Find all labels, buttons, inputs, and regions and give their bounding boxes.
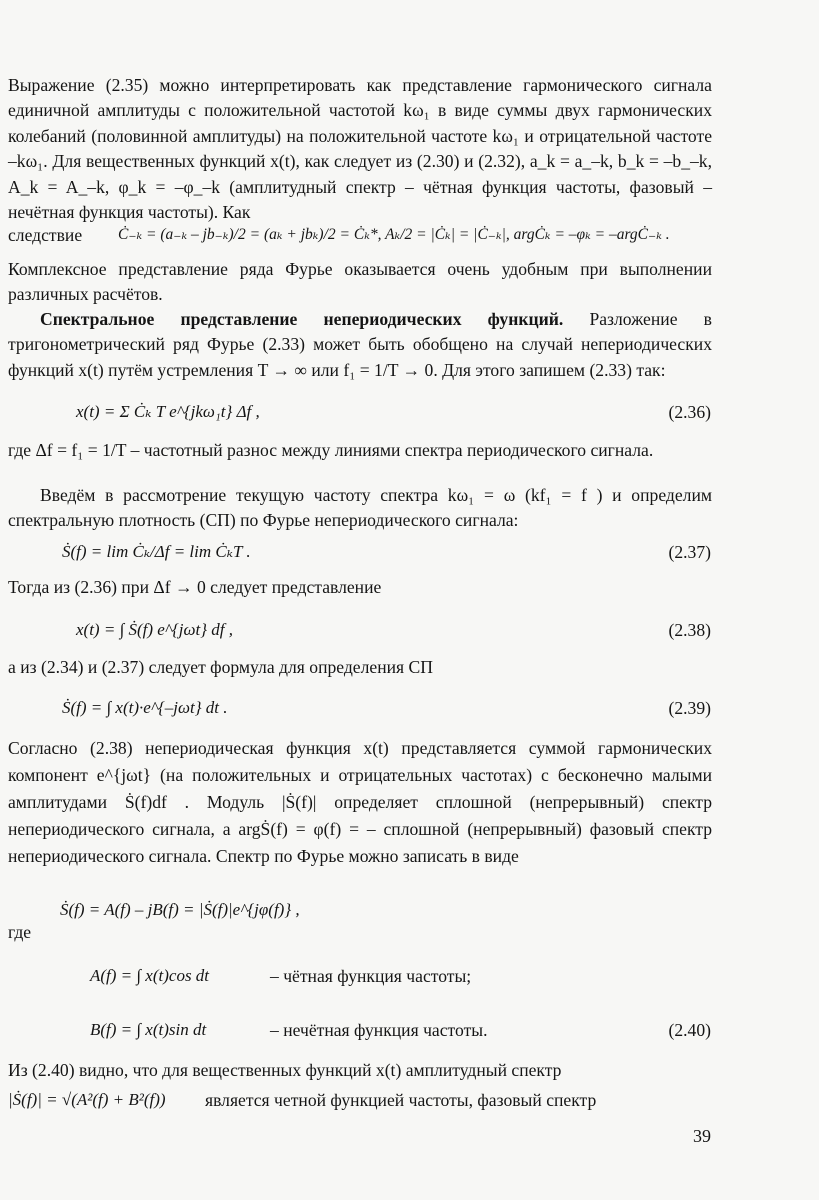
paragraph-9: Из (2.40) видно, что для вещественных функций x(t) амплитудный спектр [8, 1060, 562, 1080]
equation-2-38 [0, 606, 819, 654]
equation-2-36 [0, 392, 819, 436]
paragraph-2: Комплексное представление ряда Фурье оказывается очень удобным при выполнении различных расчётов. [8, 259, 712, 305]
equation-spectrum-formula: Ṡ(f) = A(f) – jB(f) = |Ṡ(f)|e^{jφ(f)} , [60, 900, 300, 919]
equation-2-38-number: (2.38) [668, 620, 711, 640]
equation-2-37-number: (2.37) [668, 542, 711, 562]
where-label: где [8, 922, 32, 942]
paragraph-1: Выражение (2.35) можно интерпретировать как представление гармонического сигнала единичной амплитуды с положительной частотой kω₁ в виде суммы двух гармонических колебаний (половинной амплитуды) на положительной частоте kω₁ и отрицательной частоте –kω₁. Для вещественных функций x(t), как следует из (2.30) и (2.32), a_k = a_–k, b_k = –b_–k, A_k = A_–k, φ_k = –φ_–k (амплитудный спектр – чётная функция частоты, фазовый – нечётная функция частоты). Как [8, 75, 712, 223]
paragraph-10 [0, 1086, 819, 1120]
equation-2-36-number: (2.36) [668, 402, 711, 422]
paragraph-5: Введём в рассмотрение текущую частоту спектра kω₁ = ω (kf₁ = f ) и определим спектральную плотность (СП) по Фурье непериодического сигнала: [8, 485, 712, 531]
paragraph-4: где Δf = f₁ = 1/T – частотный разнос между линиями спектра периодического сигнала. [8, 440, 654, 460]
equation-2-39 [0, 682, 819, 730]
equation-2-39-formula: Ṡ(f) = ∫ x(t)·e^{–jωt} dt . [62, 698, 228, 717]
page-number: 39 [693, 1126, 711, 1146]
section-heading: Спектральное представление непериодических функций. [40, 309, 564, 329]
consequence-formula: Ċ₋ₖ = (a₋ₖ – jb₋ₖ)/2 = (aₖ + jbₖ)/2 = Ċₖ*, Aₖ/2 = |Ċₖ| = |Ċ₋ₖ|, argĊₖ = –φₖ = –argĊ₋ₖ . [118, 226, 670, 243]
paragraph-7: а из (2.34) и (2.37) следует формула для определения СП [8, 657, 433, 677]
equation-2-38-formula: x(t) = ∫ Ṡ(f) e^{jωt} df , [76, 620, 234, 639]
equation-2-37-formula: Ṡ(f) = lim Ċₖ/Δf = lim ĊₖT . [62, 542, 251, 561]
equation-B [0, 1008, 819, 1056]
equation-2-40-number: (2.40) [668, 1020, 711, 1040]
paragraph-8: Согласно (2.38) непериодическая функция x(t) представляется суммой гармонических компонент e^{jωt} (на положительных и отрицательных частотах) с бесконечно малыми амплитудами Ṡ(f)df . Модуль |Ṡ(f)| определяет сплошной (непрерывный) спектр непериодического сигнала, а argṠ(f) = φ(f) = – сплошной (непрерывный) фазовый спектр непериодического сигнала. Спектр по Фурье можно записать в виде [8, 738, 712, 866]
equation-A [0, 952, 819, 1000]
where-row [0, 920, 819, 948]
paragraph-3-text: Разложение в тригонометрический ряд Фурье (2.33) может быть обобщено на случай непериодических функций x(t) путём устремления T → ∞ или f₁ = 1/T → 0. Для этого запишем (2.33) так: [8, 309, 712, 380]
paragraph-10-text: является четной функцией частоты, фазовый спектр [205, 1090, 597, 1110]
equation-2-37 [0, 530, 819, 576]
equation-A-text: – чётная функция частоты; [270, 966, 472, 986]
amplitude-formula: |Ṡ(f)| = √(A²(f) + B²(f)) [8, 1090, 166, 1109]
equation-B-formula: B(f) = ∫ x(t)sin dt [90, 1020, 207, 1039]
paragraph-3 [8, 307, 712, 383]
equation-2-39-number: (2.39) [668, 698, 711, 718]
equation-2-36-formula: x(t) = Σ Ċₖ T e^{jkω₁t} Δf , [76, 402, 260, 421]
paragraph-6: Тогда из (2.36) при Δf → 0 следует представление [8, 577, 382, 597]
equation-A-formula: A(f) = ∫ x(t)cos dt [90, 966, 210, 985]
consequence-label: следствие [8, 225, 83, 245]
equation-B-text: – нечётная функция частоты. [270, 1020, 488, 1040]
consequence-row [0, 216, 819, 256]
